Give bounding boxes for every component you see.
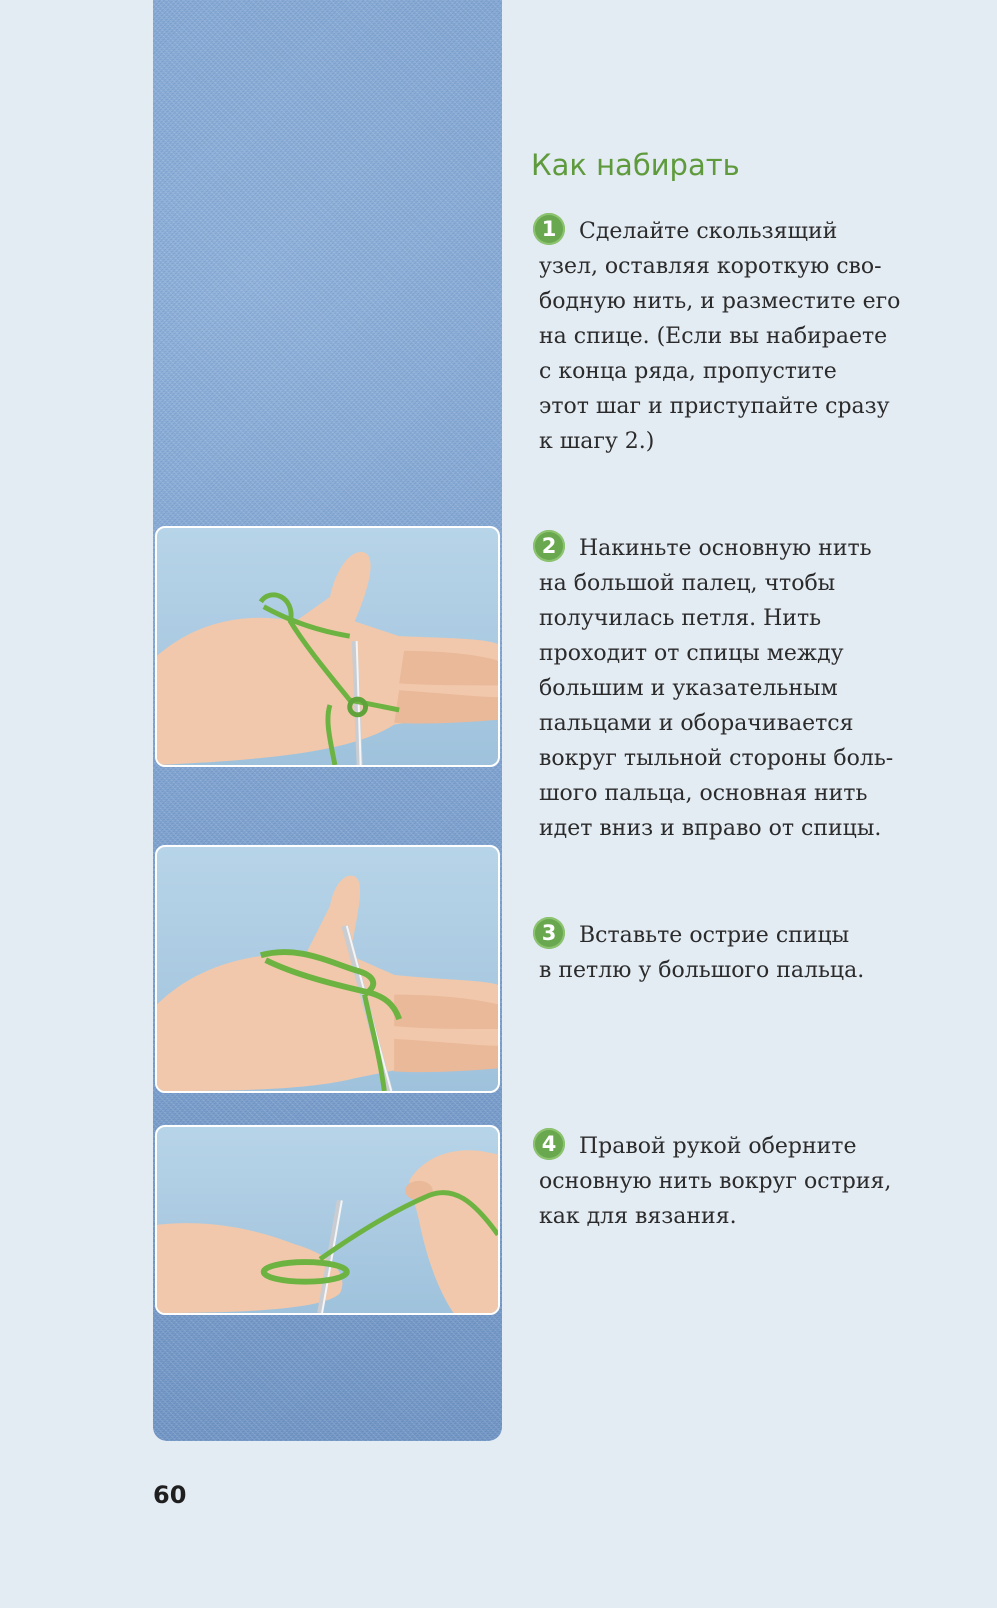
step-line: с конца ряда, пропустите [539, 359, 837, 384]
step-number-badge: 1 [533, 213, 565, 245]
step-line: Сделайте скользящий [579, 219, 838, 244]
step-line: на спице. (Если вы набираете [539, 324, 888, 349]
step-line: как для вязания. [539, 1204, 737, 1229]
step-line: в петлю у большого пальца. [539, 958, 865, 983]
step-line: большим и указательным [539, 676, 838, 701]
step-line: Накиньте основную нить [579, 536, 872, 561]
step-line: проходит от спицы между [539, 641, 844, 666]
step-number-badge: 4 [533, 1128, 565, 1160]
step-line: шого пальца, основная нить [539, 781, 868, 806]
step-line: к шагу 2.) [539, 429, 655, 454]
step-2-instruction [539, 530, 899, 846]
step-line: идет вниз и вправо от спицы. [539, 816, 882, 841]
photo-step-2-thumb-loop [155, 526, 500, 767]
step-line: получилась петля. Нить [539, 606, 822, 631]
step-line: пальцами и оборачивается [539, 711, 854, 736]
step-3-instruction [539, 917, 899, 988]
step-number-badge: 3 [533, 917, 565, 949]
step-line: узел, оставляя короткую сво- [539, 254, 882, 279]
step-4-instruction [539, 1128, 899, 1234]
step-line: Правой рукой оберните [579, 1134, 857, 1159]
step-1-instruction [539, 213, 899, 459]
step-line: основную нить вокруг острия, [539, 1169, 892, 1194]
step-line: Вставьте острие спицы [579, 923, 850, 948]
photo-step-4-wrap-yarn [155, 1125, 500, 1315]
page-number: 60 [153, 1481, 187, 1509]
step-line: бодную нить, и разместите его [539, 289, 901, 314]
section-heading: Как набирать [531, 148, 740, 182]
step-number-badge: 2 [533, 530, 565, 562]
step-line: на большой палец, чтобы [539, 571, 836, 596]
step-line: вокруг тыльной стороны боль- [539, 746, 894, 771]
step-line: этот шаг и приступайте сразу [539, 394, 890, 419]
photo-step-3-needle-in-loop [155, 845, 500, 1093]
